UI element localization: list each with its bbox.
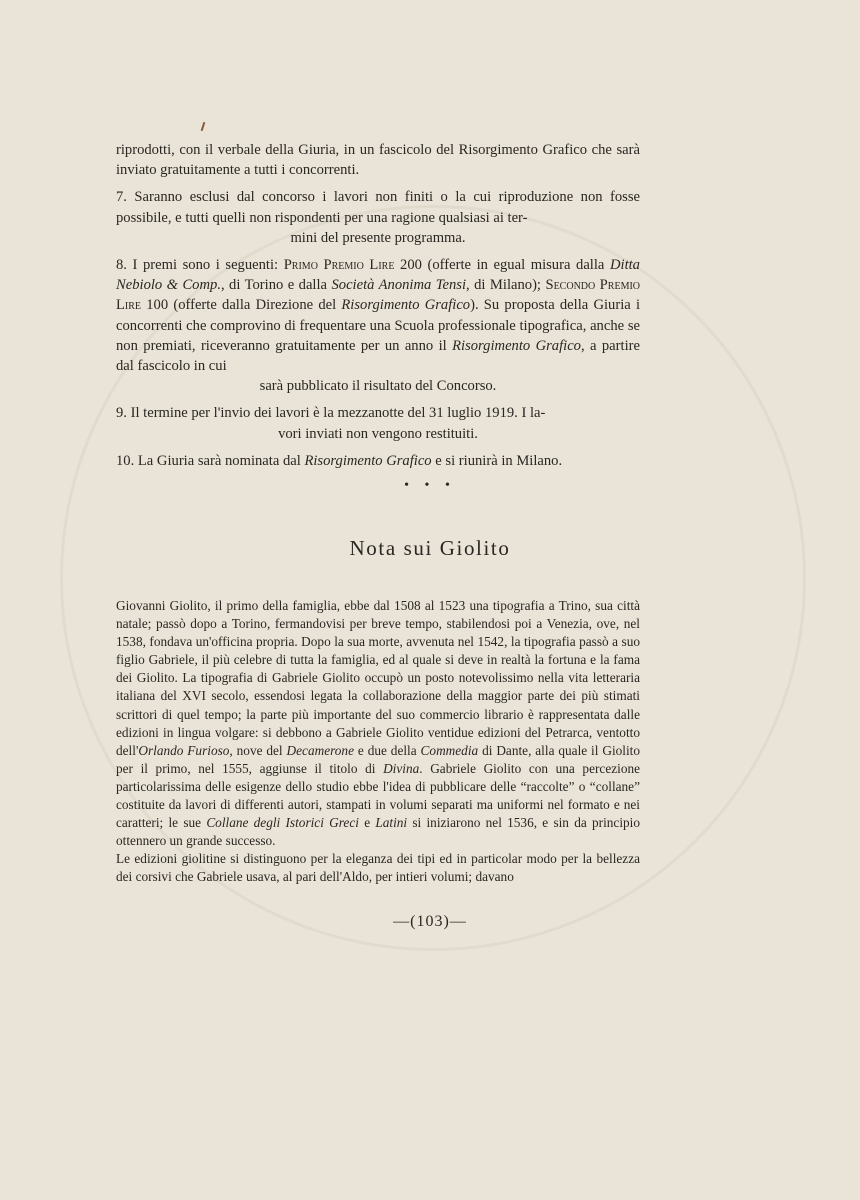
rule-continuation: riprodotti, con il verbale della Giuria, in un fascicolo del Risorgimento Grafico che sarà inviato gratuitamente a tutti i concorrenti. <box>116 142 640 179</box>
ink-mark <box>201 122 206 131</box>
section-separator: • • • <box>404 478 456 493</box>
rule-8: 8. I premi sono i seguenti: Primo Premio Lire 200 (offerte in egual misura dalla Ditta Nebiolo & Comp., di Torino e dalla Società Anonima Tensi, di Milano); Secondo Premio Lire 100 (offerte dalla Direzione del Risorgimento Grafico). Su proposta della Giuria i concorrenti che comprovino di frequentare una Scuola professionale tipografica, anche se non premiati, riceveranno gratuitamente per un anno il Risorgimento Grafico, a partire dal fascicolo in cui sarà pubblicato il risultato del Concorso. <box>116 257 641 395</box>
note-paragraph-2: Le edizioni giolitine si distinguono per la eleganza dei tipi ed in particolar modo per la bellezza dei corsivi che Gabriele usava, al pari dell'Aldo, per intieri volumi; davano <box>116 851 640 885</box>
section-title: Nota sui Giolito <box>349 536 511 560</box>
competition-rules <box>116 140 640 478</box>
giolito-note <box>116 597 640 887</box>
rule-10: 10. La Giuria sarà nominata dal Risorgimento Grafico e si riunirà in Milano. <box>116 452 563 469</box>
note-paragraph-1: Giovanni Giolito, il primo della famiglia, ebbe dal 1508 al 1523 una tipografia a Trino, sua città natale; passò dopo a Torino, fermandovisi per breve tempo, stabilendosi poi a Venezia, ove, nel 1538, fondava un'officina propria. Dopo la sua morte, avvenuta nel 1542, la tipografia passò a suo figlio Gabriele, il più celebre di tutta la famiglia, ed al quale si deve in realtà la fortuna e la fama dei Giolito. La tipografia di Gabriele Giolito occupò un posto notevolissimo nella vita letteraria italiana del XVI secolo, essendosi legata la collaborazione della maggior parte dei più stimati scrittori di quel tempo; la parte più importante del suo commercio librario è rappresentata dalle edizioni in lingua volgare: si debbono a Gabriele Giolito ventidue edizioni del Petrarca, ventotto dell'Orlando Furioso, nove del Decamerone e due della Commedia di Dante, alla quale il Giolito per il primo, nel 1555, aggiunse il titolo di Divina. Gabriele Giolito con una percezione particolarissima delle esigenze dello studio ebbe l'idea di pubblicare delle “raccolte” o “collane” costituite da lavori di differenti autori, stampati in volumi separati ma uniformi nel formato e nei caratteri; le sue Collane degli Istorici Greci e Latini si iniziarono nel 1536, e sin da principio ottennero un grande successo. <box>116 598 641 849</box>
rule-9: 9. Il termine per l'invio dei lavori è la mezzanotte del 31 luglio 1919. I la- vori inviati non vengono restituiti. <box>116 405 546 442</box>
rule-7: 7. Saranno esclusi dal concorso i lavori non finiti o la cui riproduzione non fosse possibile, e tutti quelli non rispondenti per una ragione qualsiasi ai ter- mini del presente programma. <box>116 189 640 246</box>
page-number: —(103)— <box>393 913 467 930</box>
